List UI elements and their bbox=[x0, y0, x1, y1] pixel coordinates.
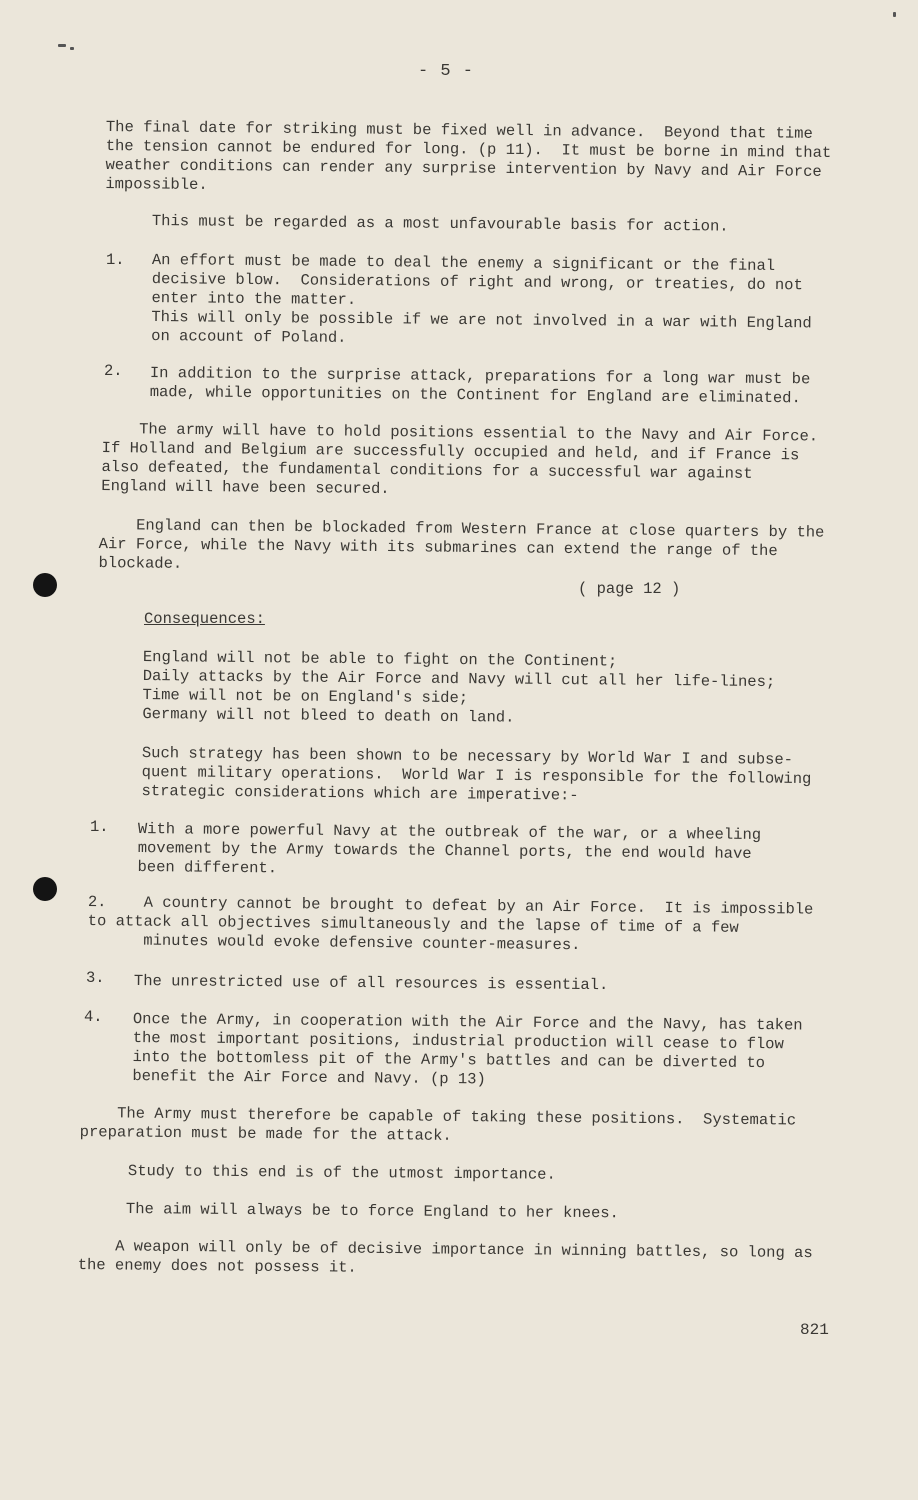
paragraph-strategy: Such strategy has been shown to be necessary by World War I and subse- quent military operations. World War I is responsible for the following strategic considerations which are imperative:- bbox=[141, 744, 812, 805]
consideration-1-number: 1. bbox=[90, 818, 109, 836]
paragraph-army-positions: The army will have to hold positions essential to the Navy and Air Force. If Holland and Belgium are successfully occupied and held, and if France is also defeated, the fundamental conditions for a successful war against England will have been secured. bbox=[101, 420, 819, 499]
item-1-text: An effort must be made to deal the enemy a significant or the final decisive blow. Considerations of right and wrong, or treaties, do not enter into the matter. This will only be possible if we are not involved in a war with England on account of Poland. bbox=[151, 251, 812, 347]
paragraph-blockade: England can then be blockaded from Western France at close quarters by the Air Force, while the Navy with its submarines can extend the range of the blockade. bbox=[98, 516, 825, 573]
page-reference: ( page 12 ) bbox=[578, 580, 681, 598]
item-2-number: 2. bbox=[104, 362, 123, 380]
paragraph-final-date: The final date for striking must be fixed well in advance. Beyond that time the tension cannot be endured for long. (p 11). It must be borne in mind that weather conditions can render any surprise intervention by Navy and Air Force impossible. bbox=[105, 118, 832, 194]
document-number: 821 bbox=[800, 1321, 829, 1339]
consideration-4-text: Once the Army, in cooperation with the Air Force and the Navy, has taken the most important positions, industrial production will cease to flow into the bottomless pit of the Army's battles and can be diverted to benefit the Air Force and Navy. (p 13) bbox=[132, 1010, 803, 1089]
scan-speck bbox=[70, 47, 74, 50]
consequences-list: England will not be able to fight on the Continent; Daily attacks by the Air Force and Navy will cut all her life-lines; Time will not be on England's side; Germany will not bleed to death on land. bbox=[142, 648, 776, 727]
consideration-4-number: 4. bbox=[84, 1008, 103, 1026]
consequences-heading: Consequences: bbox=[144, 610, 265, 628]
consideration-1-text: With a more powerful Navy at the outbreak of the war, or a wheeling movement by the Army towards the Channel ports, the end would have been different. bbox=[137, 820, 762, 878]
paragraph-study: Study to this end is of the utmost importance. bbox=[127, 1162, 556, 1184]
consideration-3-text: The unrestricted use of all resources is essential. bbox=[133, 972, 609, 995]
paragraph-aim: The aim will always be to force England to her knees. bbox=[125, 1200, 619, 1223]
paragraph-weapon: A weapon will only be of decisive importance in winning battles, so long as the enemy does not possess it. bbox=[77, 1237, 813, 1277]
punch-hole bbox=[33, 877, 57, 901]
paragraph-army-capable: The Army must therefore be capable of taking these positions. Systematic preparation must be made for the attack. bbox=[79, 1104, 797, 1145]
consideration-2-text: 2. A country cannot be brought to defeat by an Air Force. It is impossible to attack all objectives simultaneously and the lapse of time of a few minutes would evoke defensive counter-measures. bbox=[87, 893, 814, 955]
scan-speck bbox=[58, 44, 66, 47]
paragraph-unfavourable-basis: This must be regarded as a most unfavourable basis for action. bbox=[151, 212, 729, 236]
item-2-text: In addition to the surprise attack, preparations for a long war must be made, while opportunities on the Continent for England are eliminated. bbox=[149, 364, 811, 408]
page-number: - 5 - bbox=[418, 62, 475, 81]
consideration-3-number: 3. bbox=[86, 969, 105, 987]
punch-hole bbox=[33, 573, 57, 597]
item-1-number: 1. bbox=[106, 251, 125, 269]
scan-speck bbox=[893, 12, 896, 17]
